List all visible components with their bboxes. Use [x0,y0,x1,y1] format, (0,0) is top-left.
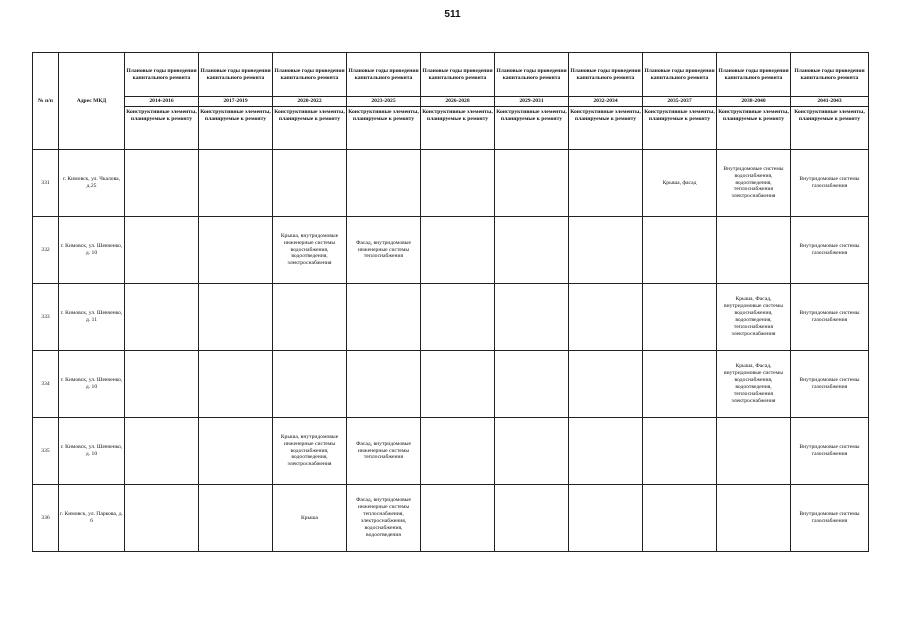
row-number: 332 [33,217,59,284]
repair-elements-cell [569,485,643,552]
repair-elements-cell: Крыша, внутридомовые инженерные системы водоснабжения, водоотведения, электроснабжения [273,418,347,485]
repair-elements-cell: Внутридомовые системы газоснабжения [791,217,869,284]
repair-elements-cell [569,217,643,284]
repair-elements-cell [421,485,495,552]
repair-elements-cell [421,418,495,485]
period-years: 2017-2019 [199,97,273,107]
period-heading: Плановые годы проведения капитального ремонта [643,53,717,97]
repair-elements-cell [495,284,569,351]
repair-elements-cell [125,351,199,418]
period-subheading: Конструктивные элементы, планируемые к ремонту [569,107,643,150]
repair-elements-cell [347,351,421,418]
repair-elements-cell [421,351,495,418]
repair-elements-cell [199,217,273,284]
repair-elements-cell [569,418,643,485]
repair-elements-cell: Внутридомовые системы газоснабжения [791,485,869,552]
repair-elements-cell [495,485,569,552]
repair-elements-cell [717,217,791,284]
repair-elements-cell [717,418,791,485]
repair-elements-cell [643,351,717,418]
repair-elements-cell [421,284,495,351]
repair-elements-cell: Фасад, внутридомовые инженерные системы теплоснабжения [347,217,421,284]
repair-elements-cell: Внутридомовые системы водоснабжения, водоотведения, теплоснабжения электроснабжения [717,150,791,217]
repair-elements-cell [569,351,643,418]
period-years: 2026-2028 [421,97,495,107]
period-heading: Плановые годы проведения капитального ремонта [495,53,569,97]
period-heading: Плановые годы проведения капитального ремонта [199,53,273,97]
repair-schedule-table [32,52,869,552]
period-heading: Плановые годы проведения капитального ремонта [717,53,791,97]
page-number: 511 [444,9,461,20]
period-years: 2023-2025 [347,97,421,107]
row-number: 333 [33,284,59,351]
repair-elements-cell [347,150,421,217]
period-subheading: Конструктивные элементы, планируемые к ремонту [791,107,869,150]
period-subheading: Конструктивные элементы, планируемые к ремонту [347,107,421,150]
period-subheading: Конструктивные элементы, планируемые к ремонту [421,107,495,150]
repair-elements-cell [717,485,791,552]
row-number: 334 [33,351,59,418]
repair-elements-cell: Внутридомовые системы газоснабжения [791,418,869,485]
period-years: 2041-2043 [791,97,869,107]
repair-elements-cell: Крыша, фасад [643,150,717,217]
table-row [33,284,869,351]
repair-elements-cell [199,284,273,351]
period-subheading: Конструктивные элементы, планируемые к ремонту [273,107,347,150]
row-address: г. Кимовск, ул. Шевченко, д. 10 [59,217,125,284]
repair-elements-cell [643,284,717,351]
repair-elements-cell [199,418,273,485]
col-header-num: № п/п [33,53,59,150]
table-row [33,485,869,552]
repair-elements-cell [643,485,717,552]
table-body [33,150,869,552]
repair-elements-cell [125,485,199,552]
period-years: 2038-2040 [717,97,791,107]
repair-elements-cell: Фасад, внутридомовые инженерные системы теплоснабжения, электроснабжения, водоснабжения, водоотведения [347,485,421,552]
period-years: 2020-2022 [273,97,347,107]
repair-elements-cell [273,150,347,217]
repair-elements-cell [199,485,273,552]
col-header-address: Адрес МКД [59,53,125,150]
period-heading: Плановые годы проведения капитального ремонта [273,53,347,97]
repair-elements-cell: Внутридомовые системы газоснабжения [791,284,869,351]
repair-elements-cell: Крыша, Фасад, внутридомовые системы водоснабжения, водоотведения, теплоснабжения электроснабжения [717,284,791,351]
period-subheading: Конструктивные элементы, планируемые к ремонту [199,107,273,150]
period-subheading: Конструктивные элементы, планируемые к ремонту [495,107,569,150]
row-address: г. Кимовск, ул. Шевченко, д. 10 [59,351,125,418]
row-address: г. Кимовск, ул. Шевченко, д. 11 [59,284,125,351]
repair-elements-cell: Внутридомовые системы газоснабжения [791,351,869,418]
period-subheading: Конструктивные элементы, планируемые к ремонту [125,107,199,150]
period-years: 2029-2031 [495,97,569,107]
repair-elements-cell [125,150,199,217]
repair-elements-cell [495,418,569,485]
row-number: 335 [33,418,59,485]
repair-elements-cell: Крыша, Фасад, внутридомовые системы водоснабжения, водоотведения, теплоснабжения электроснабжения [717,351,791,418]
row-address: г. Кимовск, ул. Шевченко, д. 10 [59,418,125,485]
repair-elements-cell [643,418,717,485]
repair-elements-cell [125,418,199,485]
table-header [33,53,869,150]
table-row [33,217,869,284]
repair-elements-cell [199,351,273,418]
repair-elements-cell [495,351,569,418]
repair-elements-cell [421,217,495,284]
repair-elements-cell: Крыша [273,485,347,552]
table-row [33,150,869,217]
period-years: 2014-2016 [125,97,199,107]
row-number: 331 [33,150,59,217]
repair-elements-cell [421,150,495,217]
repair-elements-cell [273,351,347,418]
repair-elements-cell [125,284,199,351]
period-heading: Плановые годы проведения капитального ремонта [569,53,643,97]
repair-elements-cell: Фасад, внутридомовые инженерные системы теплоснабжения [347,418,421,485]
repair-elements-cell [347,284,421,351]
repair-elements-cell [643,217,717,284]
row-number: 336 [33,485,59,552]
row-address: г. Кимовск, ул. Чкалова, д.25 [59,150,125,217]
period-heading: Плановые годы проведения капитального ремонта [421,53,495,97]
period-years: 2035-2037 [643,97,717,107]
table-row [33,351,869,418]
repair-elements-cell [569,284,643,351]
repair-elements-cell [199,150,273,217]
period-years: 2032-2034 [569,97,643,107]
period-heading: Плановые годы проведения капитального ремонта [347,53,421,97]
repair-elements-cell [495,217,569,284]
repair-elements-cell [125,217,199,284]
period-heading: Плановые годы проведения капитального ремонта [791,53,869,97]
table-row [33,418,869,485]
repair-elements-cell [495,150,569,217]
repair-elements-cell: Внутридомовые системы газоснабжения [791,150,869,217]
period-subheading: Конструктивные элементы, планируемые к ремонту [643,107,717,150]
period-subheading: Конструктивные элементы, планируемые к ремонту [717,107,791,150]
repair-elements-cell [273,284,347,351]
repair-elements-cell: Крыша, внутридомовые инженерные системы водоснабжения, водоотведения, электроснабжения [273,217,347,284]
period-heading: Плановые годы проведения капитального ремонта [125,53,199,97]
row-address: г. Кимовск, ул. Паркова, д. 6 [59,485,125,552]
repair-elements-cell [569,150,643,217]
